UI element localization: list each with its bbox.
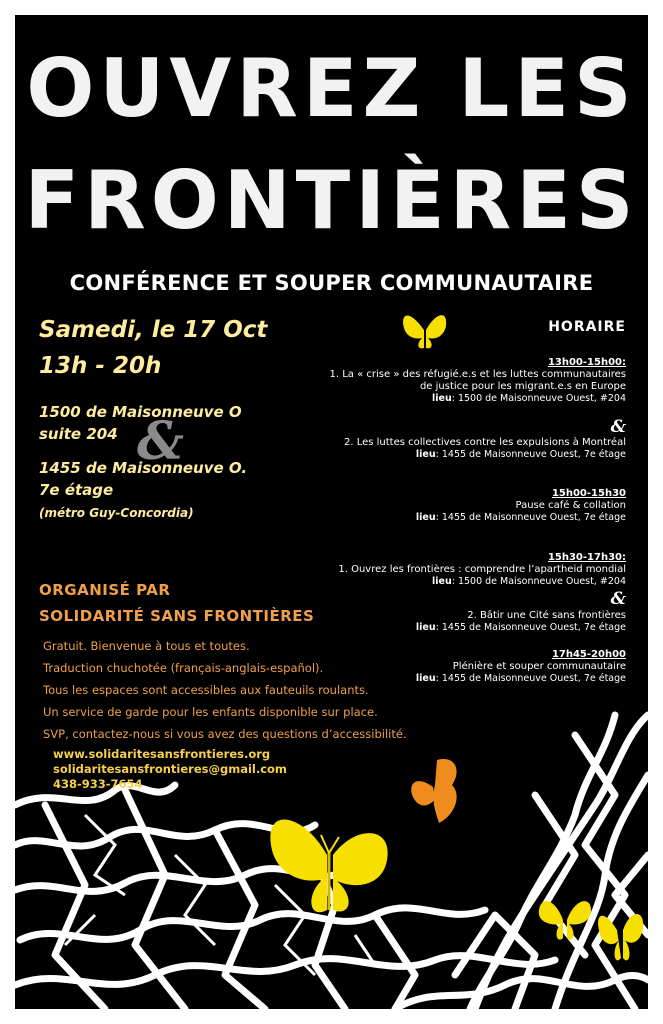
info-item: Tous les espaces sont accessibles aux fauteuils roulants. — [43, 683, 369, 697]
schedule-location — [286, 576, 626, 588]
address-1-line-2: suite 204 — [39, 425, 118, 443]
schedule-location — [296, 673, 626, 685]
ampersand: & — [610, 417, 626, 437]
schedule-title: Pause café & collation — [515, 500, 626, 511]
event-time: 13h - 20h — [39, 353, 162, 379]
schedule-title: 1. Ouvrez les frontières : comprendre l’apartheid mondial — [338, 564, 626, 575]
ampersand: & — [610, 589, 626, 609]
schedule-block — [286, 552, 626, 588]
butterfly-icon — [407, 755, 467, 830]
schedule-block — [296, 649, 626, 685]
location-text: : 1500 de Maisonneuve Ouest, #204 — [451, 393, 626, 404]
poster-title-line2: FRONTIÈRES — [24, 154, 639, 247]
schedule-time: 17h45-20h00 — [551, 649, 626, 660]
lieu-label: lieu — [431, 393, 452, 404]
schedule-location — [296, 449, 626, 461]
schedule-title: 2. Les luttes collectives contre les expulsions à Montréal — [343, 437, 626, 448]
address-1-line-1: 1500 de Maisonneuve O — [39, 403, 242, 421]
info-item: Traduction chuchotée (français-anglais-español). — [43, 661, 324, 675]
lieu-label: lieu — [415, 622, 436, 633]
email-link[interactable]: solidaritesansfrontieres@gmail.com — [53, 762, 287, 776]
schedule-title: 1. La « crise » des réfugié.e.s et les luttes communautaires — [329, 369, 626, 380]
event-address-2 — [39, 457, 247, 501]
poster-title-line1: OUVREZ LES — [26, 42, 637, 135]
schedule-location — [296, 622, 626, 634]
schedule-location — [296, 512, 626, 524]
ampersand: & — [137, 411, 184, 472]
organizer-name: SOLIDARITÉ SANS FRONTIÈRES — [39, 607, 315, 625]
butterfly-icon — [400, 310, 450, 352]
schedule-block — [296, 488, 626, 524]
lieu-label: lieu — [415, 449, 436, 460]
schedule-title: Plénière et souper communautaire — [452, 661, 626, 672]
schedule-block — [296, 357, 626, 405]
butterfly-icon — [595, 900, 645, 970]
address-2-line-1: 1455 de Maisonneuve O. — [39, 459, 248, 477]
schedule-title: de justice pour les migrant.e.s en Europe — [419, 381, 626, 392]
lieu-label: lieu — [415, 512, 436, 523]
info-item: SVP, contactez-nous si vous avez des questions d’accessibilité. — [43, 727, 407, 741]
info-item: Gratuit. Bienvenue à tous et toutes. — [43, 639, 250, 653]
butterfly-icon — [535, 890, 595, 950]
schedule-title: 2. Bâtir une Cité sans frontières — [467, 610, 626, 621]
poster-subtitle: CONFÉRENCE ET SOUPER COMMUNAUTAIRE — [69, 271, 594, 295]
schedule-location — [296, 393, 626, 405]
location-text: : 1455 de Maisonneuve Ouest, 7e étage — [435, 622, 626, 633]
location-text: : 1500 de Maisonneuve Ouest, #204 — [451, 576, 626, 587]
organizer-label: ORGANISÉ PAR — [39, 581, 171, 599]
butterfly-icon — [265, 805, 395, 925]
event-date: Samedi, le 17 Oct — [39, 317, 268, 343]
schedule-block — [296, 437, 626, 461]
schedule-time: 15h00-15h30 — [551, 488, 626, 499]
metro-note: (métro Guy-Concordia) — [39, 506, 194, 520]
schedule-time: 13h00-15h00: — [547, 357, 626, 368]
location-text: : 1455 de Maisonneuve Ouest, 7e étage — [435, 512, 626, 523]
contact-block — [53, 747, 287, 792]
address-2-line-2: 7e étage — [39, 481, 114, 499]
location-text: : 1455 de Maisonneuve Ouest, 7e étage — [435, 673, 626, 684]
schedule-heading: HORAIRE — [548, 319, 626, 335]
location-text: : 1455 de Maisonneuve Ouest, 7e étage — [435, 449, 626, 460]
schedule-block — [296, 610, 626, 634]
website-link[interactable]: www.solidaritesansfrontieres.org — [53, 747, 271, 761]
phone-number: 438-933-7654 — [53, 777, 143, 791]
lieu-label: lieu — [415, 673, 436, 684]
lieu-label: lieu — [431, 576, 452, 587]
info-item: Un service de garde pour les enfants disponible sur place. — [43, 705, 378, 719]
poster — [15, 15, 648, 1009]
schedule-time: 15h30-17h30: — [547, 552, 626, 563]
